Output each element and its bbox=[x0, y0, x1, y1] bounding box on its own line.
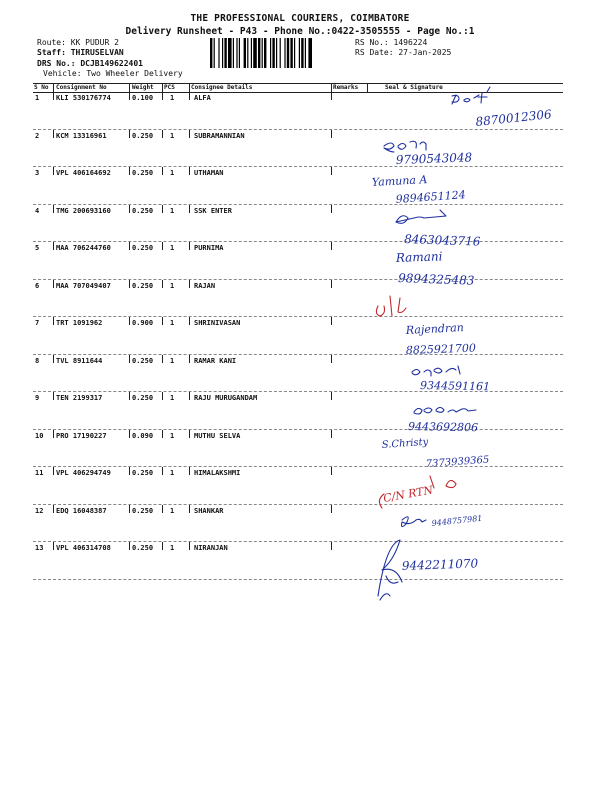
route-value: KK PUDUR 2 bbox=[70, 38, 119, 47]
barcode-bar bbox=[247, 38, 248, 68]
handwritten-phone: 9443692806 bbox=[407, 420, 479, 435]
column-divider bbox=[331, 355, 332, 363]
header-consignment: Consignment No bbox=[56, 84, 107, 91]
barcode-bar bbox=[222, 38, 223, 68]
header-sno: S No bbox=[34, 84, 49, 91]
table-row bbox=[33, 242, 563, 280]
column-divider bbox=[162, 167, 163, 175]
row-consignee: MUTHU SELVA bbox=[194, 431, 241, 440]
column-divider bbox=[129, 505, 130, 513]
route-line bbox=[37, 38, 119, 47]
table-row bbox=[33, 355, 563, 393]
staff-value: THIRUSELVAN bbox=[70, 48, 124, 57]
row-consignee: PURNIMA bbox=[194, 244, 224, 252]
barcode bbox=[210, 38, 348, 68]
handwritten-phone: 9448757981 bbox=[431, 513, 483, 528]
table-row bbox=[33, 167, 563, 205]
header-weight: Weight bbox=[132, 84, 154, 91]
row-consignee: UTHAMAN bbox=[194, 169, 224, 177]
row-consignee: SHANKAR bbox=[194, 506, 224, 515]
column-divider bbox=[189, 505, 190, 513]
column-divider bbox=[189, 242, 190, 250]
column-divider bbox=[189, 167, 190, 175]
column-divider bbox=[331, 467, 332, 475]
row-consignment-no: KLI 530176774 bbox=[56, 94, 111, 102]
table-row bbox=[33, 130, 563, 168]
column-divider bbox=[129, 542, 130, 550]
row-weight: 0.250 bbox=[132, 469, 154, 477]
row-sno: 9 bbox=[35, 394, 40, 402]
column-divider bbox=[53, 92, 54, 100]
row-pcs: 1 bbox=[170, 131, 175, 140]
red-return-mark: C/N RTN bbox=[382, 483, 435, 505]
row-pcs: 1 bbox=[170, 431, 175, 440]
column-divider bbox=[162, 242, 163, 250]
row-pcs: 1 bbox=[170, 506, 175, 515]
column-divider bbox=[162, 467, 163, 475]
company-title: THE PROFESSIONAL COURIERS, COIMBATORE bbox=[190, 13, 410, 24]
runsheet-subtitle: Delivery Runsheet - P43 - Phone No.:0422-3505555 - Page No.:1 bbox=[125, 26, 475, 37]
row-sno: 1 bbox=[35, 94, 40, 102]
table-row bbox=[33, 317, 563, 355]
row-consignment-no: TVL 8911644 bbox=[56, 356, 103, 365]
column-divider bbox=[129, 83, 130, 92]
handwritten-phone: 9344591161 bbox=[419, 379, 491, 394]
column-divider bbox=[53, 467, 54, 475]
column-divider bbox=[331, 130, 332, 138]
row-consignment-no: MAA 707049407 bbox=[56, 281, 111, 290]
row-consignee: SUBRAMANNIAN bbox=[194, 131, 245, 140]
header-consignee: Consignee Details bbox=[191, 84, 253, 91]
column-divider bbox=[53, 317, 54, 325]
row-consignee: ALFA bbox=[194, 94, 211, 102]
column-divider bbox=[129, 430, 130, 438]
column-divider bbox=[129, 355, 130, 363]
column-divider bbox=[189, 83, 190, 92]
column-divider bbox=[53, 167, 54, 175]
column-divider bbox=[189, 467, 190, 475]
column-divider bbox=[162, 430, 163, 438]
column-divider bbox=[331, 83, 332, 92]
barcode-bar bbox=[284, 38, 285, 68]
row-weight: 0.100 bbox=[132, 94, 154, 102]
row-weight: 0.250 bbox=[132, 394, 154, 402]
column-divider bbox=[53, 505, 54, 513]
barcode-bar bbox=[210, 38, 212, 68]
row-consignment-no: VPL 406314708 bbox=[56, 544, 111, 552]
header-pcs: PCS bbox=[164, 84, 175, 91]
row-consignment-no: MAA 706244760 bbox=[56, 244, 111, 252]
column-divider bbox=[189, 205, 190, 213]
column-divider bbox=[129, 205, 130, 213]
row-weight: 0.250 bbox=[132, 131, 154, 140]
row-consignee: RAMAR KANI bbox=[194, 356, 237, 365]
column-divider bbox=[53, 83, 54, 92]
table-row bbox=[33, 92, 563, 130]
column-divider bbox=[53, 355, 54, 363]
row-consignee: RAJAN bbox=[194, 281, 216, 290]
column-divider bbox=[129, 317, 130, 325]
row-sno: 12 bbox=[35, 506, 44, 515]
table-row bbox=[33, 280, 563, 318]
row-consignment-no: TRT 1091962 bbox=[56, 319, 103, 327]
row-pcs: 1 bbox=[170, 544, 175, 552]
barcode-bar bbox=[305, 38, 306, 68]
column-divider bbox=[53, 542, 54, 550]
column-divider bbox=[53, 430, 54, 438]
row-sno: 2 bbox=[35, 131, 40, 140]
barcode-bar bbox=[239, 38, 240, 68]
drs-value: DCJB149622401 bbox=[80, 59, 143, 68]
barcode-bar bbox=[287, 38, 289, 68]
row-consignment-no: EDQ 16048387 bbox=[56, 506, 107, 515]
row-consignment-no: PRO 17190227 bbox=[56, 431, 107, 440]
row-sno: 13 bbox=[35, 544, 44, 552]
row-consignment-no: VPL 406294749 bbox=[56, 469, 111, 477]
column-divider bbox=[162, 130, 163, 138]
row-consignment-no: VPL 406164692 bbox=[56, 169, 111, 177]
vehicle-line: Vehicle: Two Wheeler Delivery bbox=[43, 69, 183, 78]
rs-date-value: 27-Jan-2025 bbox=[398, 48, 452, 57]
barcode-bar bbox=[290, 38, 292, 68]
table-row bbox=[33, 467, 563, 505]
handwritten-phone: 8870012306 bbox=[474, 107, 553, 129]
column-divider bbox=[129, 392, 130, 400]
handwritten-phone: 9894651124 bbox=[395, 188, 467, 206]
drs-line bbox=[37, 59, 143, 68]
column-divider bbox=[189, 92, 190, 100]
column-divider bbox=[189, 130, 190, 138]
row-consignment-no: KCM 13316961 bbox=[56, 131, 107, 140]
column-divider bbox=[189, 355, 190, 363]
barcode-bar bbox=[224, 38, 226, 68]
handwritten-name: Ramani bbox=[395, 249, 443, 265]
row-pcs: 1 bbox=[170, 281, 175, 290]
row-pcs: 1 bbox=[170, 469, 175, 477]
handwritten-name: S.Christy bbox=[381, 436, 429, 451]
column-divider bbox=[129, 280, 130, 288]
handwritten-name: Rajendran bbox=[405, 320, 465, 337]
barcode-bar bbox=[236, 38, 237, 68]
row-weight: 0.250 bbox=[132, 281, 154, 290]
column-divider bbox=[331, 167, 332, 175]
row-pcs: 1 bbox=[170, 319, 175, 327]
row-consignee: RAJU MURUGANDAM bbox=[194, 394, 258, 402]
column-divider bbox=[331, 92, 332, 100]
column-divider bbox=[189, 317, 190, 325]
row-pcs: 1 bbox=[170, 206, 175, 215]
rs-date-line bbox=[355, 48, 451, 57]
column-divider bbox=[331, 392, 332, 400]
column-divider bbox=[53, 280, 54, 288]
column-divider bbox=[53, 205, 54, 213]
handwritten-phone: 9790543048 bbox=[395, 150, 473, 167]
table-row bbox=[33, 392, 563, 430]
barcode-bar bbox=[244, 38, 246, 68]
column-divider bbox=[162, 83, 163, 92]
row-weight: 0.250 bbox=[132, 544, 154, 552]
barcode-bar bbox=[258, 38, 260, 68]
staff-line bbox=[37, 48, 124, 57]
handwritten-phone: 9442211070 bbox=[401, 556, 479, 573]
column-divider bbox=[162, 280, 163, 288]
barcode-bar bbox=[299, 38, 300, 68]
table-row bbox=[33, 430, 563, 468]
handwritten-name: Yamuna A bbox=[371, 173, 428, 189]
row-weight: 0.250 bbox=[132, 169, 154, 177]
row-weight: 0.250 bbox=[132, 244, 154, 252]
barcode-bar bbox=[253, 38, 257, 68]
barcode-bar bbox=[251, 38, 252, 68]
row-sno: 8 bbox=[35, 356, 40, 365]
row-consignee: SSK ENTER bbox=[194, 206, 232, 215]
barcode-bar bbox=[272, 38, 274, 68]
row-consignee: SHRINIVASAN bbox=[194, 319, 241, 327]
handwritten-phone: 9894325483 bbox=[397, 271, 475, 288]
barcode-bar bbox=[308, 38, 312, 68]
column-divider bbox=[162, 317, 163, 325]
row-consignment-no: TEN 2199317 bbox=[56, 394, 103, 402]
route-label: Route: bbox=[37, 38, 66, 47]
row-sno: 5 bbox=[35, 244, 40, 252]
column-divider bbox=[129, 242, 130, 250]
header-signature: Seal & Signature bbox=[385, 84, 443, 91]
table-top-border bbox=[33, 83, 563, 84]
row-pcs: 1 bbox=[170, 94, 175, 102]
rs-no-line bbox=[355, 38, 427, 47]
barcode-bar bbox=[218, 38, 219, 68]
row-weight: 0.250 bbox=[132, 356, 154, 365]
column-divider bbox=[331, 205, 332, 213]
column-divider bbox=[53, 392, 54, 400]
row-consignment-no: TMG 200693160 bbox=[56, 206, 111, 215]
column-divider bbox=[129, 167, 130, 175]
column-divider bbox=[331, 242, 332, 250]
handwritten-phone: 7373939365 bbox=[425, 454, 490, 470]
row-weight: 0.900 bbox=[132, 319, 154, 327]
row-sno: 4 bbox=[35, 206, 40, 215]
table-row bbox=[33, 505, 563, 543]
row-pcs: 1 bbox=[170, 394, 175, 402]
column-divider bbox=[129, 467, 130, 475]
header-remarks: Remarks bbox=[333, 84, 359, 91]
barcode-bar bbox=[280, 38, 281, 68]
barcode-bar bbox=[276, 38, 277, 68]
column-divider bbox=[331, 542, 332, 550]
column-divider bbox=[162, 505, 163, 513]
row-pcs: 1 bbox=[170, 169, 175, 177]
column-divider bbox=[162, 542, 163, 550]
barcode-bar bbox=[294, 38, 295, 68]
barcode-bar bbox=[228, 38, 232, 68]
row-pcs: 1 bbox=[170, 356, 175, 365]
column-divider bbox=[331, 505, 332, 513]
row-separator bbox=[33, 579, 563, 580]
drs-label: DRS No.: bbox=[37, 59, 76, 68]
rs-date-label: RS Date: bbox=[355, 48, 394, 57]
handwritten-phone: 8463043716 bbox=[403, 232, 481, 249]
column-divider bbox=[367, 83, 368, 92]
row-sno: 10 bbox=[35, 431, 44, 440]
column-divider bbox=[189, 392, 190, 400]
row-sno: 11 bbox=[35, 469, 44, 477]
row-consignee: NIRANJAN bbox=[194, 544, 228, 552]
column-divider bbox=[189, 542, 190, 550]
column-divider bbox=[162, 392, 163, 400]
row-sno: 7 bbox=[35, 319, 40, 327]
barcode-bar bbox=[301, 38, 303, 68]
row-sno: 3 bbox=[35, 169, 40, 177]
staff-label: Staff: bbox=[37, 48, 66, 57]
barcode-bar bbox=[233, 38, 234, 68]
column-divider bbox=[129, 92, 130, 100]
column-divider bbox=[162, 92, 163, 100]
column-divider bbox=[162, 355, 163, 363]
handwritten-phone: 8825921700 bbox=[405, 341, 477, 357]
table-row bbox=[33, 542, 563, 580]
barcode-bar bbox=[262, 38, 263, 68]
column-divider bbox=[331, 280, 332, 288]
row-pcs: 1 bbox=[170, 244, 175, 252]
row-weight: 0.250 bbox=[132, 506, 154, 515]
row-consignee: HIMALAKSHMI bbox=[194, 469, 241, 477]
row-weight: 0.090 bbox=[132, 431, 154, 440]
column-divider bbox=[53, 242, 54, 250]
rs-no-label: RS No.: bbox=[355, 38, 389, 47]
table-row bbox=[33, 205, 563, 243]
row-weight: 0.250 bbox=[132, 206, 154, 215]
row-sno: 6 bbox=[35, 281, 40, 290]
barcode-bar bbox=[270, 38, 271, 68]
column-divider bbox=[189, 430, 190, 438]
column-divider bbox=[331, 430, 332, 438]
column-divider bbox=[189, 280, 190, 288]
barcode-bar bbox=[214, 38, 215, 68]
rs-no-value: 1496224 bbox=[393, 38, 428, 47]
column-divider bbox=[162, 205, 163, 213]
barcode-bar bbox=[264, 38, 266, 68]
column-divider bbox=[53, 130, 54, 138]
column-divider bbox=[331, 317, 332, 325]
column-divider bbox=[129, 130, 130, 138]
